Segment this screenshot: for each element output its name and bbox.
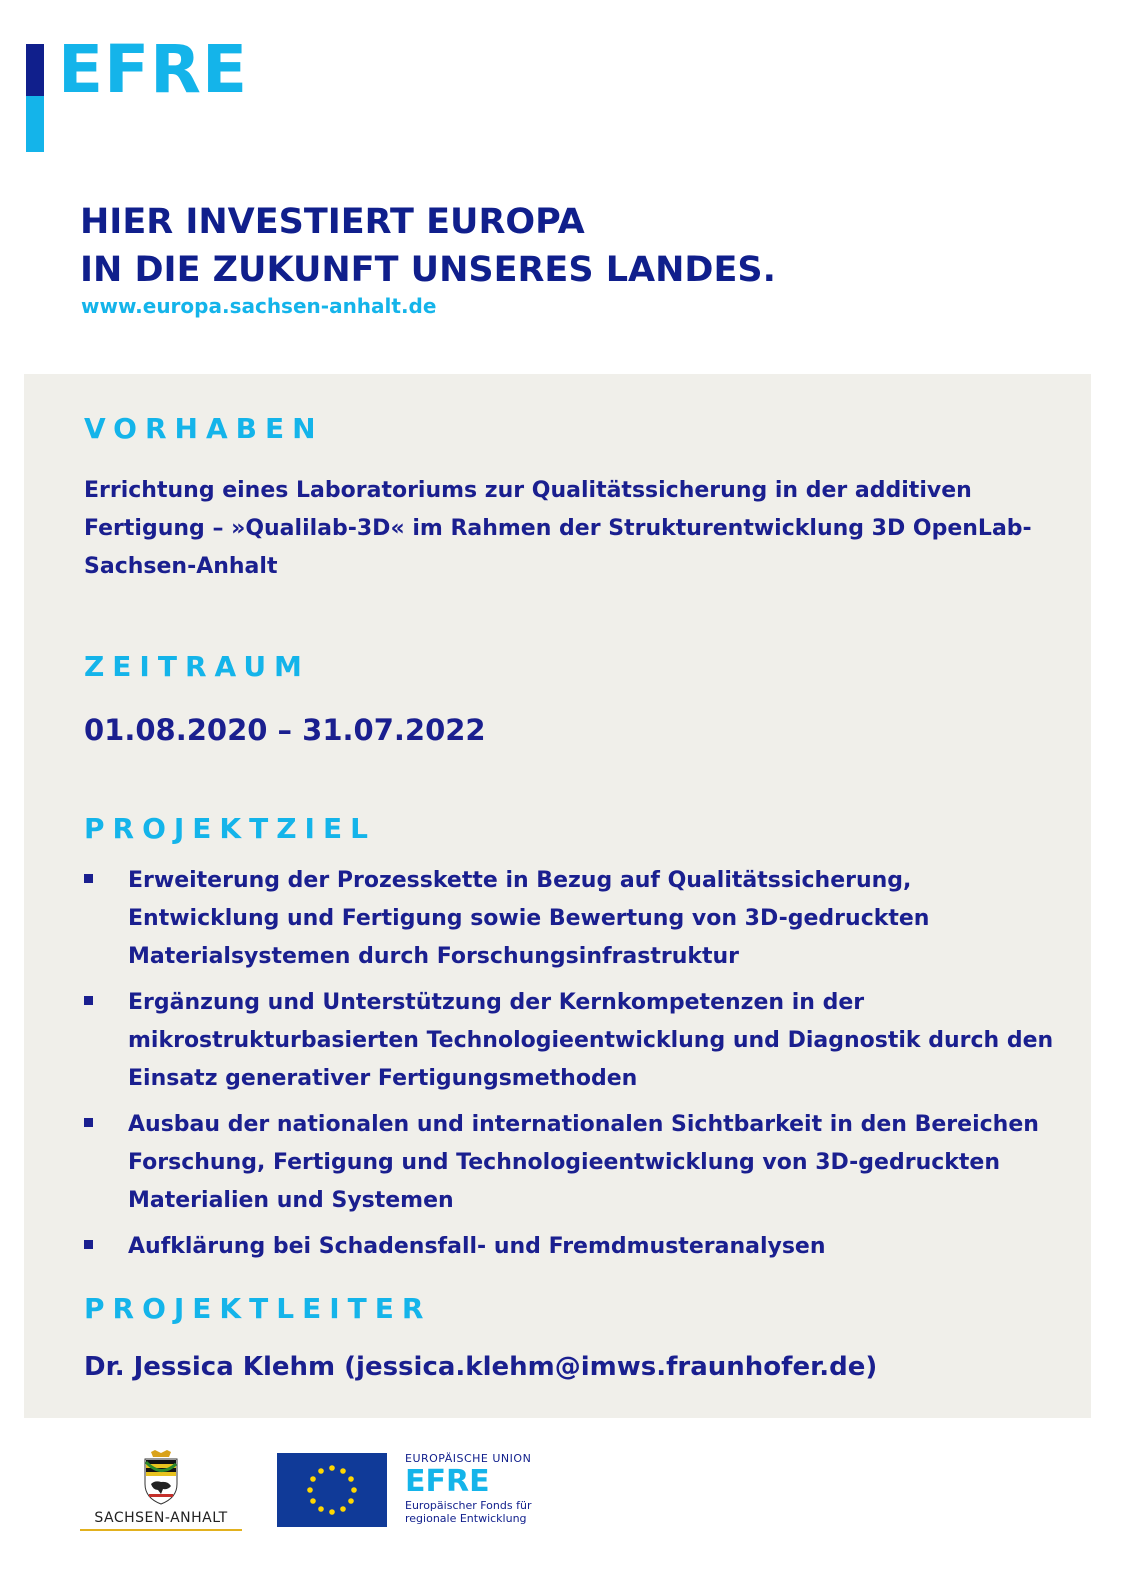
vorhaben-text: Errichtung eines Laboratoriums zur Qualitätssicherung in der additiven Fertigung – »Qualilab-3D« im Rahmen der Strukturentwicklung 3D OpenLab- Sachsen-Anhalt (84, 478, 1032, 579)
headline (80, 198, 776, 294)
bullet-square-icon (84, 1240, 93, 1249)
sachsen-anhalt-logo (80, 1450, 242, 1531)
sachsen-anhalt-underline (80, 1529, 242, 1531)
list-item-text: Ausbau der nationalen und internationalen Sichtbarkeit in den Bereichen Forschung, Fertigung und Technologieentwicklung von 3D-gedruckten Materialien und Systemen (128, 1112, 1039, 1213)
list-item (84, 862, 1064, 976)
eu-fund-line-1: Europäischer Fonds für (405, 1499, 532, 1512)
website-link[interactable]: www.europa.sachsen-anhalt.de (81, 294, 437, 318)
list-item-text: Erweiterung der Prozesskette in Bezug auf Qualitätssicherung, Entwicklung und Fertigung sowie Bewertung von 3D-gedruckten Materialsystemen durch Forschungsinfrastruktur (128, 868, 930, 969)
efre-logo-bar-light (26, 96, 44, 152)
section-title-projektziel: PROJEKTZIEL (84, 812, 376, 845)
projektleiter-text: Dr. Jessica Klehm (jessica.klehm@imws.fraunhofer.de) (84, 1352, 878, 1382)
bullet-square-icon (84, 1118, 93, 1127)
coat-of-arms-icon (141, 1450, 181, 1506)
bullet-square-icon (84, 874, 93, 883)
list-item-text: Ergänzung und Unterstützung der Kernkompetenzen in der mikrostrukturbasierten Technologieentwicklung und Diagnostik durch den Einsatz generativer Fertigungsmethoden (128, 990, 1054, 1091)
eu-efre-label: EFRE (405, 1464, 490, 1499)
headline-line-2: IN DIE ZUKUNFT UNSERES LANDES. (80, 250, 776, 290)
efre-logo-bar-dark (26, 44, 44, 96)
list-item (84, 1106, 1064, 1220)
efre-logo-text: EFRE (58, 31, 249, 108)
projektziel-list (84, 862, 1064, 1274)
section-title-projektleiter: PROJEKTLEITER (84, 1292, 432, 1325)
section-title-zeitraum: ZEITRAUM (84, 650, 310, 683)
list-item-text: Aufklärung bei Schadensfall- und Fremdmusteranalysen (128, 1234, 826, 1259)
sachsen-anhalt-name: SACHSEN-ANHALT (94, 1510, 228, 1526)
eu-union-label: EUROPÄISCHE UNION (405, 1452, 532, 1465)
eu-fund-line-2: regionale Entwicklung (405, 1512, 527, 1525)
eu-flag-icon (277, 1453, 387, 1527)
list-item (84, 1228, 1064, 1266)
zeitraum-text: 01.08.2020 – 31.07.2022 (84, 713, 486, 747)
eu-efre-logo (405, 1452, 605, 1525)
headline-line-1: HIER INVESTIERT EUROPA (80, 202, 585, 242)
list-item (84, 984, 1064, 1098)
section-title-vorhaben: VORHABEN (84, 412, 324, 445)
bullet-square-icon (84, 996, 93, 1005)
